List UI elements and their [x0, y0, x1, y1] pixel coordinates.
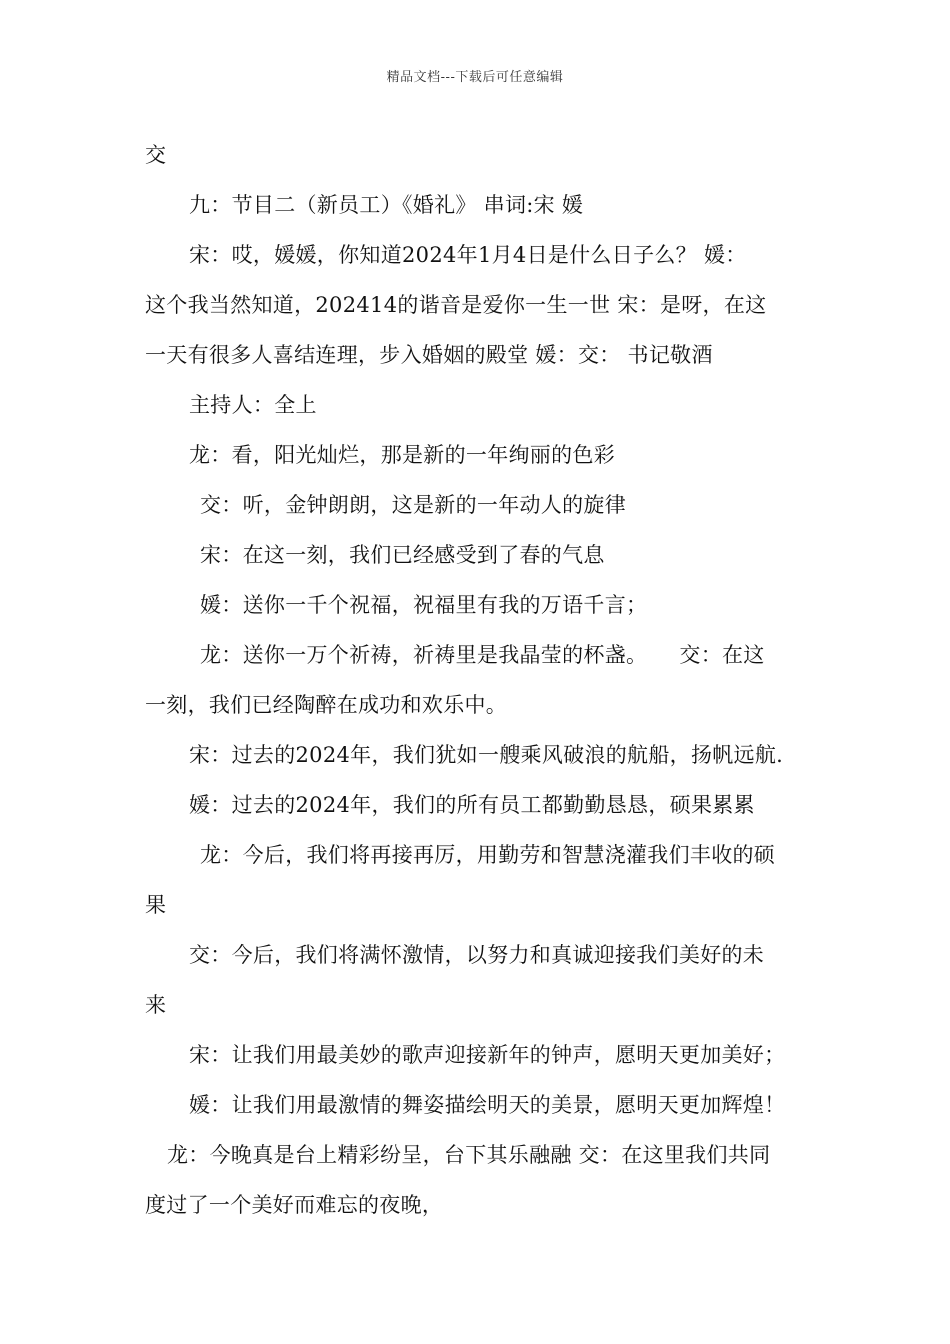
text-line-8: 交：听，金钟朗朗，这是新的一年动人的旋律 — [200, 493, 626, 517]
text-line-22: 度过了一个美好而难忘的夜晚， — [145, 1193, 444, 1217]
text-line-2: 九：节目二（新员工）《婚礼》 串词:宋 媛 — [189, 193, 584, 217]
text-line-6: 主持人：全上 — [189, 393, 317, 417]
text-line-7: 龙：看，阳光灿烂，那是新的一年绚丽的色彩 — [189, 443, 615, 467]
text-line-21: 龙：今晚真是台上精彩纷呈，台下其乐融融 交：在这里我们共同 — [167, 1143, 771, 1167]
text-line-18: 来 — [145, 993, 167, 1017]
text-line-19: 宋：让我们用最美妙的歌声迎接新年的钟声，愿明天更加美好； — [189, 1043, 786, 1067]
text-line-12: 一刻，我们已经陶醉在成功和欢乐中。 — [145, 693, 508, 717]
text-line-13: 宋：过去的2024年，我们犹如一艘乘风破浪的航船，扬帆远航. — [189, 743, 784, 767]
text-line-3: 宋：哎，媛媛，你知道2024年1月4日是什么日子么？ 媛： — [189, 243, 747, 267]
text-line-10: 媛：送你一千个祝福，祝福里有我的万语千言； — [200, 593, 648, 617]
text-line-1: 交 — [145, 143, 167, 167]
text-line-5: 一天有很多人喜结连理，步入婚姻的殿堂 媛：交： 书记敬酒 — [145, 343, 713, 367]
text-line-14: 媛：过去的2024年，我们的所有员工都勤勤恳恳，硕果累累 — [189, 793, 755, 817]
text-line-17: 交：今后，我们将满怀激情，以努力和真诚迎接我们美好的未 — [189, 943, 765, 967]
text-line-16: 果 — [145, 893, 167, 917]
text-line-15: 龙：今后，我们将再接再厉，用勤劳和智慧浇灌我们丰收的硕 — [200, 843, 776, 867]
text-line-4: 这个我当然知道，202414的谐音是爱你一生一世 宋：是呀，在这 — [145, 293, 767, 317]
document-body — [145, 130, 810, 1230]
page-header: 精品文档---下载后可任意编辑 — [386, 70, 564, 85]
text-line-9: 宋：在这一刻，我们已经感受到了春的气息 — [200, 543, 605, 567]
text-line-11: 龙：送你一万个祈祷，祈祷里是我晶莹的杯盏。 交：在这 — [200, 643, 765, 667]
text-line-20: 媛：让我们用最激情的舞姿描绘明天的美景，愿明天更加辉煌！ — [189, 1093, 786, 1117]
